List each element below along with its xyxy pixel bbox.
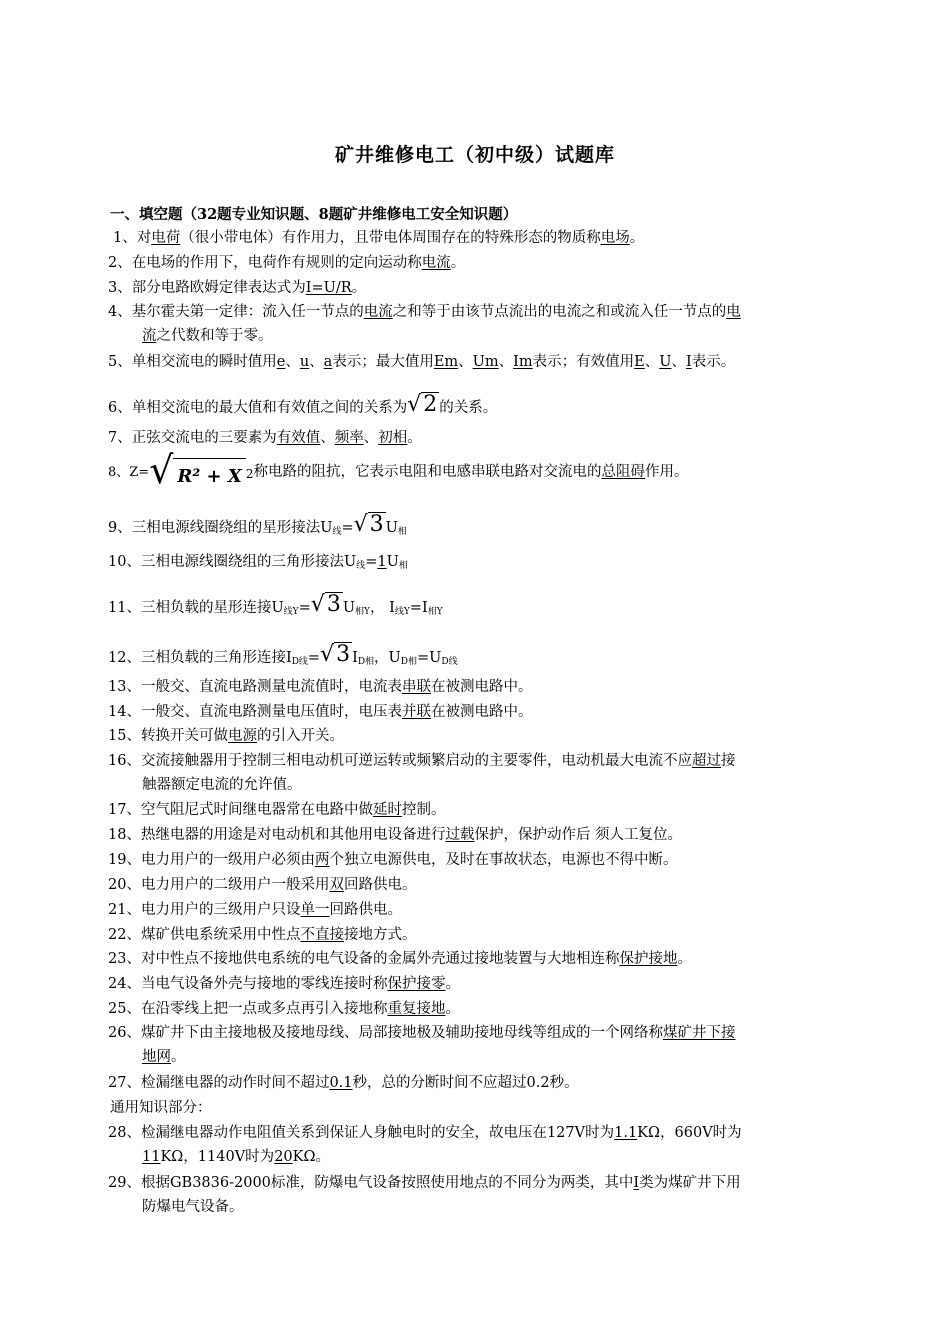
question-8: 8、Z=√ R² + X 2称电路的阻抗，它表示电阻和电感串联电路对交流电的总阻碍作用。 [108, 448, 689, 492]
question-17: 17、空气阻尼式时间继电器常在电路中做延时控制。 [108, 802, 446, 818]
question-9: 9、三相电源线圈绕组的星形接法$U_线=√3$ $U_相$ [108, 512, 407, 537]
question-3: 3、部分电路欧姆定律表达式为I=U/R。 [108, 280, 367, 296]
question-11: 11、三相负载的星形连接$U_{线Y}=√3$ $U_{相Y}$， $I_{线Y}=I_{相Y}$ [108, 592, 443, 617]
sqrt-2: √2 [407, 392, 438, 417]
question-15: 15、转换开关可做电源的引入开关。 [108, 728, 344, 744]
question-20: 20、电力用户的二级用户一般采用双回路供电。 [108, 877, 417, 893]
question-16: 16、交流接触器用于控制三相电动机可逆运转或频繁启动的主要零件，电动机最大电流不应超过接 触器额定电流的允许值。 [108, 753, 736, 793]
question-1: 1、对电荷（很小带电体）有作用力，且带电体周围存在的特殊形态的物质称电场。 [113, 230, 645, 246]
question-13: 13、一般交、直流电路测量电流值时，电流表串联在被测电路中。 [108, 679, 533, 695]
question-10: 10、三相电源线圈绕组的三角形接法$U_线=1U_相$ [108, 554, 408, 571]
question-14: 14、一般交、直流电路测量电压值时，电压表并联在被测电路中。 [108, 704, 533, 720]
question-18: 18、热继电器的用途是对电动机和其他用电设备进行过载保护，保护动作后 须人工复位。 [108, 827, 683, 843]
question-4: 4、基尔霍夫第一定律：流入任一节点的电流之和等于由该节点流出的电流之和或流入任一节点的电 流之代数和等于零。 [108, 304, 741, 344]
question-22: 22、煤矿供电系统采用中性点不直接接地方式。 [108, 927, 417, 943]
question-5: 5、单相交流电的瞬时值用e、u、a表示；最大值用Em、Um、Im表示；有效值用E、U、I表示。 [108, 354, 736, 370]
question-24: 24、当电气设备外壳与接地的零线连接时称保护接零。 [108, 976, 460, 992]
question-21: 21、电力用户的三级用户只设单一回路供电。 [108, 902, 402, 918]
question-25: 25、在沿零线上把一点或多点再引入接地称重复接地。 [108, 1001, 460, 1017]
question-29: 29、根据GB3836-2000标准，防爆电气设备按照使用地点的不同分为两类，其中I类为煤矿井下用 防爆电气设备。 [108, 1175, 741, 1215]
question-26: 26、煤矿井下由主接地极及接地母线、局部接地极及辅助接地母线等组成的一个网络称煤矿井下接 地网。 [108, 1025, 736, 1065]
question-27: 27、检漏继电器的动作时间不超过0.1秒，总的分断时间不应超过0.2秒。 [108, 1075, 579, 1091]
question-7: 7、正弦交流电的三要素为有效值、频率、初相。 [108, 430, 422, 446]
question-23: 23、对中性点不接地供电系统的电气设备的金属外壳通过接地装置与大地相连称保护接地。 [108, 951, 692, 967]
impedance-formula: √ R² + X [149, 458, 246, 490]
question-28: 28、检漏继电器动作电阻值关系到保证人身触电时的安全，故电压在127V时为1.1KΩ，660V时为 11KΩ，1140V时为20KΩ。 [108, 1125, 742, 1165]
question-2: 2、在电场的作用下，电荷作有规则的定向运动称电流。 [108, 255, 466, 271]
question-6: 6、单相交流电的最大值和有效值之间的关系为√2 的关系。 [108, 392, 498, 417]
page-title: 矿井维修电工（初中级）试题库 [334, 144, 615, 166]
section-heading: 一、填空题（32题专业知识题、8题矿井维修电工安全知识题） [110, 206, 518, 223]
general-knowledge-heading: 通用知识部分： [110, 1100, 212, 1116]
question-12: 12、三相负载的三角形连接$I_{D线}=√3$ $I_{D相}$，$U_{D相}=U_{D线}$ [108, 642, 458, 667]
question-19: 19、电力用户的一级用户必须由两个独立电源供电，及时在事故状态，电源也不得中断。 [108, 852, 678, 868]
